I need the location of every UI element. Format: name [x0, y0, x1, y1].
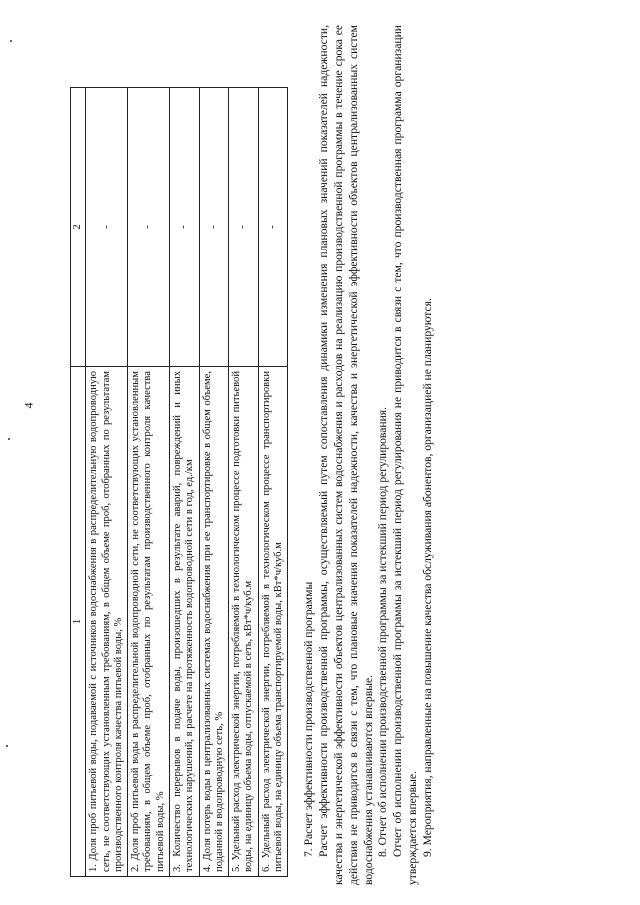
indicator-name: 6. Удельный расход электрической энергии, потребляемой в технологическом процессе транспортировки питьевой воды, на единицу объема транспортируемой воды, кВт*ч/куб.м — [258, 367, 288, 877]
section-8-heading: 8. Отчет об исполнении производственной программы за истекший период регулирования. — [376, 406, 390, 857]
indicators-table — [70, 87, 288, 877]
indicator-value: - — [169, 88, 199, 367]
section-7-paragraph: Расчет эффективности производственной программы, осуществляемый путем сопоставления динамики изменения плановых значений показателей надежности, качества и энергетической эффективности объектов централизованных систем водоснабжения и расходов на реализацию производственной программы в течение срока ее действия не приводится в связи с тем, что плановые значения показателей надежности, качества и энергетической эффективности объектов централизованных систем водоснабжения устанавливаются впервые. — [317, 25, 375, 885]
indicator-name: 2. Доля проб питьевой воды в распределительной водопроводной сети, не соответствующих установленным требованиям, в общем объеме проб, отобранных по результатам производственного контроля качества питьевой воды, % — [128, 367, 170, 877]
sections-text — [302, 25, 435, 885]
indicator-value: - — [199, 88, 229, 367]
indicator-value: - — [128, 88, 170, 367]
document-body — [70, 25, 436, 885]
scan-speck — [8, 438, 10, 440]
table-row — [229, 88, 259, 877]
column-header-2: 2 — [71, 88, 86, 367]
table-row — [258, 88, 288, 877]
section-8-paragraph: Отчет об исполнении производственной программы за истекший период регулирования не приводится в связи с тем, что производственная программа организации утверждается впервые. — [391, 25, 420, 885]
section-7-heading: 7. Расчет эффективности производственной программы — [302, 581, 316, 857]
scan-speck — [6, 745, 8, 747]
section-9-paragraph: 9. Мероприятия, направленные на повышение качества обслуживания абонентов, организацией не планируются. — [420, 298, 434, 857]
indicator-value: - — [229, 88, 259, 367]
indicator-value: - — [86, 88, 128, 367]
scan-speck — [10, 40, 12, 42]
indicator-name: 5. Удельный расход электрической энергии, потребляемой в технологическом процессе подготовки питьевой воды, на единицу объема воды, отпускаемой в сеть, кВт*ч/куб.м — [229, 367, 259, 877]
indicator-name: 3. Количество перерывов в подаче воды, произошедших в результате аварий, повреждений и иных технологических нарушений, в расчете на протяженность водопроводной сети в год, ед./км — [169, 367, 199, 877]
page-number: 4 — [21, 402, 36, 409]
table-header-row — [71, 88, 86, 877]
column-header-1: 1 — [71, 367, 86, 877]
table-row — [128, 88, 170, 877]
table-row — [86, 88, 128, 877]
indicator-name: 1. Доля проб питьевой воды, подаваемой с источников водоснабжения в распределительную водопроводную сеть, не соответствующих установленным требованиям, в общем объеме проб, отобранных по результатам производственного контроля качества питьевой воды, % — [86, 367, 128, 877]
table-row — [169, 88, 199, 877]
table-row — [199, 88, 229, 877]
indicator-name: 4. Доля потерь воды в централизованных системах водоснабжения при ее транспортировке в общем объеме, поданной в водопроводную сеть, % — [199, 367, 229, 877]
indicator-value: - — [258, 88, 288, 367]
rotated-page-content — [70, 15, 630, 885]
